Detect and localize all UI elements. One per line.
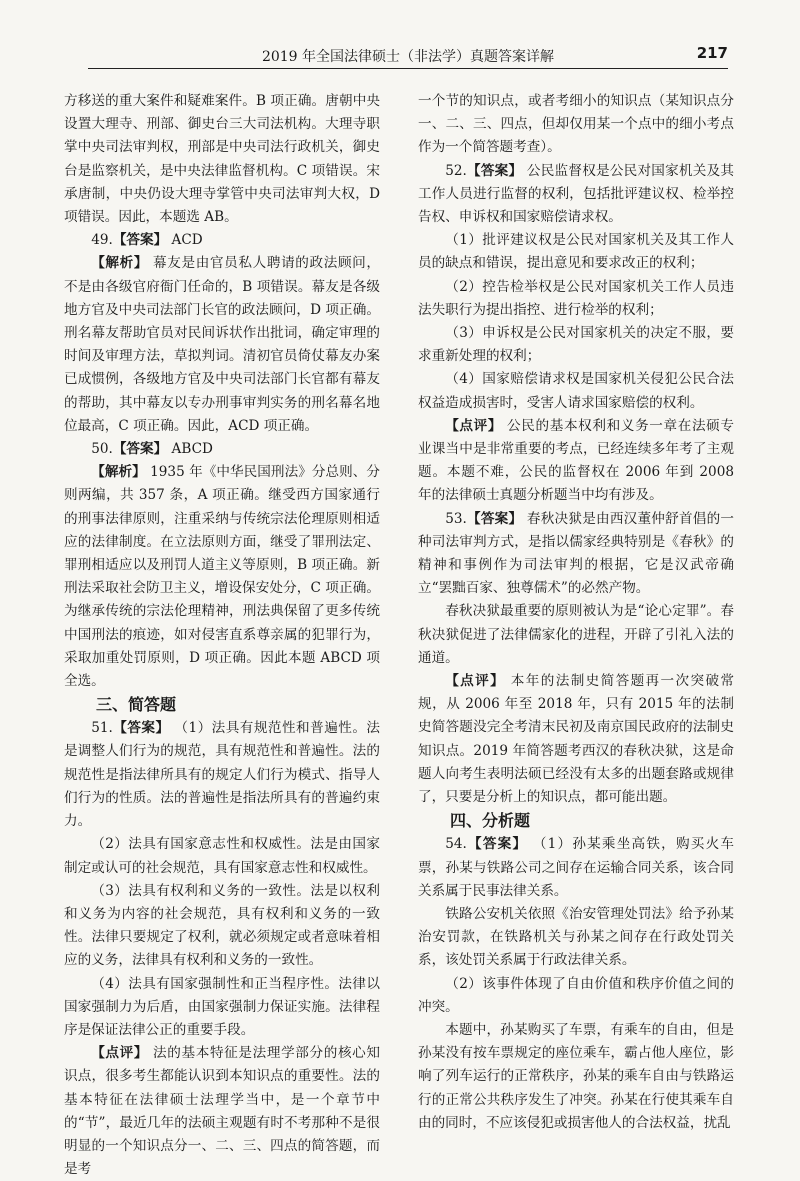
running-title: 2019 年全国法律硕士（非法学）真题答案详解 [261,49,555,65]
answer-tag: 【答案】 [466,836,528,853]
answer-text: ABCD [171,441,213,458]
analysis-tag: 【解析】 [91,255,149,272]
answer-tag: 【答案】 [466,510,523,527]
list-item: （4）法具有国家强制性和正当程序性。法律以国家强制力为后盾，由国家强制力保证实施。法律程序是保证法律公正的重要手段。 [64,975,380,1038]
answer-tag: 【答案】 [112,441,168,458]
paragraph: 本题中，孙某购买了车票，有乘车的自由，但是孙某没有按车票规定的座位乘车，霸占他人座位，影响了列车运行的正常秩序，孙某的乘车自由与铁路运行的正常公共秩序发生了冲突。孙某在行使其乘车自由的同时，不应该侵犯或损害他人的合法权益，扰乱 [418,1021,734,1131]
answer-text: 春秋决狱是由西汉董仲舒首倡的一种司法审判方式，是指以儒家经典特别是《春秋》的精神和事例作为司法审判的根据，它是汉武帝确立“罢黜百家、独尊儒术”的必然产物。 [418,510,735,597]
list-item: （2）控告检举权是公民对国家机关工作人员违法失职行为提出指控、进行检举的权利； [418,278,734,318]
left-column [64,90,380,1181]
paragraph: 一个节的知识点，或者考细小的知识点（某知识点分一、二、三、四点，但却仅用某一个点中的细小考点作为一个简答题考查）。 [418,93,734,156]
question-52-comment [418,415,734,508]
question-54-answer [418,833,734,903]
question-52-answer [418,160,734,230]
question-51-comment [64,1042,380,1181]
question-49-analysis [64,252,380,438]
question-53-answer [418,508,734,601]
page-number: 217 [696,44,728,62]
page-header [88,44,728,69]
answer-tag: 【答案】 [466,162,523,179]
question-number: 51. [91,720,113,737]
analysis-text: 1935 年《中华民国刑法》分总则、分则两编，共 357 条，A 项正确。继受西方国家通行的刑事法律原则，注重采纳与传统宗法伦理原则相适应的法律制度。在立法原则方面，继受了罪刑法定、罪刑相适应以及刑罚人道主义等原则，B 项正确。新刑法采取社会防卫主义，增设保安处分，C 项正确。为继承传统的宗法伦理精神，刑法典保留了更多传统中国刑法的痕迹，如对侵害直系尊亲属的犯罪行为，采取加重处罚原则，D 项正确。因此本题 ABCD 项全选。 [64,464,380,690]
answer-text: （1）法具有规范性和普遍性。法是调整人们行为的规范，具有规范性和普遍性。法的规范性是指法律所具有的规定人们行为模式、指导人们行为的性质。法的普遍性是指法所具有的普遍约束力。 [64,720,380,830]
comment-tag: 【点评】 [445,673,506,690]
analysis-text: 幕友是由官员私人聘请的政法顾问，不是由各级官府衙门任命的，B 项错误。幕友是各级地方官及中央司法部门长官的政法顾问，D 项正确。刑名幕友帮助官员对民间诉状作出批词，确定审理的时间及审理方法，草拟判词。清初官员倚仗幕友办案已成惯例，各级地方官及中央司法部门长官都有幕友的帮助，其中幕友以专办刑事审判实务的刑名幕名地位最高，C 项正确。因此，ACD 项正确。 [64,255,381,434]
section-heading-analysis: 四、分析题 [450,811,531,831]
question-number: 52. [445,162,467,179]
comment-text: 法的基本特征是法理学部分的核心知识点，很多考生都能认识到本知识点的重要性。法的基本特征在法律硕士法理学当中，是一个章节中的“节”，最近几年的法硕主观题有时不考那种不是很明显的一个知识点分一、二、三、四点的简答题，而是考 [64,1045,381,1178]
paragraph: 铁路公安机关依照《治安管理处罚法》给予孙某治安罚款，在铁路机关与孙某之间存在行政处罚关系，该处罚关系属于行政法律关系。 [418,905,734,969]
question-51-answer [64,717,380,833]
analysis-tag: 【解析】 [91,464,146,481]
section-heading-short-answer: 三、简答题 [96,695,177,715]
question-number: 49. [91,232,113,249]
comment-text: 公民的基本权利和义务一章在法硕专业课当中是非常重要的考点，已经连续多年考了主观题。本题不难，公民的监督权在 2006 年到 2008 年的法律硕士真题分析题当中均有涉及。 [418,417,735,504]
comment-tag: 【点评】 [91,1045,149,1062]
question-50-answer [64,438,380,461]
paragraph: 方移送的重大案件和疑难案件。B 项正确。唐朝中央设置大理寺、刑部、御史台三大司法机构。大理寺职掌中央司法审判权，刑部是中央司法行政机关，御史台是监察机关，是中央法律监督机构。C 项错误。宋承唐制，中央仍设大理寺掌管中央司法审判大权，D 项错误。因此，本题选 AB。 [64,93,380,226]
answer-tag: 【答案】 [112,720,170,737]
list-item: （2）法具有国家意志性和权威性。法是由国家制定或认可的社会规范，具有国家意志性和权威性。 [64,836,380,876]
list-item: （2）该事件体现了自由价值和秩序价值之间的冲突。 [418,975,734,1015]
right-column [418,90,734,1135]
answer-text: （1）孙某乘坐高铁，购买火车票，孙某与铁路公司之间存在运输合同关系，该合同关系属于民事法律关系。 [418,836,735,899]
question-number: 50. [91,441,113,458]
question-53-comment [418,670,734,809]
question-49-answer [64,229,380,252]
list-item: （4）国家赔偿请求权是国家机关侵犯公民合法权益造成损害时，受害人请求国家赔偿的权利。 [418,371,734,411]
comment-text: 本年的法制史简答题再一次突破常规，从 2006 年至 2018 年，只有 2015 年的法制史简答题没完全考清末民初及南京国民政府的法制史知识点。2019 年简答题考西汉的春秋决狱，这是命题人向考生表明法硕已经没有太多的出题套路或规律了，只要是分析上的知识点，都可能出题。 [418,673,735,806]
list-item: （3）申诉权是公民对国家机关的决定不服，要求重新处理的权利； [418,325,734,365]
list-item: （3）法具有权利和义务的一致性。法是以权利和义务为内容的社会规范，具有权利和义务的一致性。法律只要规定了权利，就必须规定或者意味着相应的义务，法律具有权利和义务的一致性。 [64,882,380,969]
list-item: （1）批评建议权是公民对国家机关及其工作人员的缺点和错误，提出意见和要求改正的权利； [418,232,734,272]
question-number: 54. [445,836,467,853]
comment-tag: 【点评】 [445,417,503,434]
paragraph: 春秋决狱最重要的原则被认为是“论心定罪”。春秋决狱促进了法律儒家化的进程，开辟了引礼入法的通道。 [418,603,734,666]
answer-tag: 【答案】 [112,232,168,249]
answer-text: ACD [171,232,203,249]
answer-text: 公民监督权是公民对国家机关及其工作人员进行监督的权利，包括批评建议权、检举控告权、申诉权和国家赔偿请求权。 [418,162,735,226]
question-50-analysis [64,461,380,693]
question-number: 53. [445,510,467,527]
